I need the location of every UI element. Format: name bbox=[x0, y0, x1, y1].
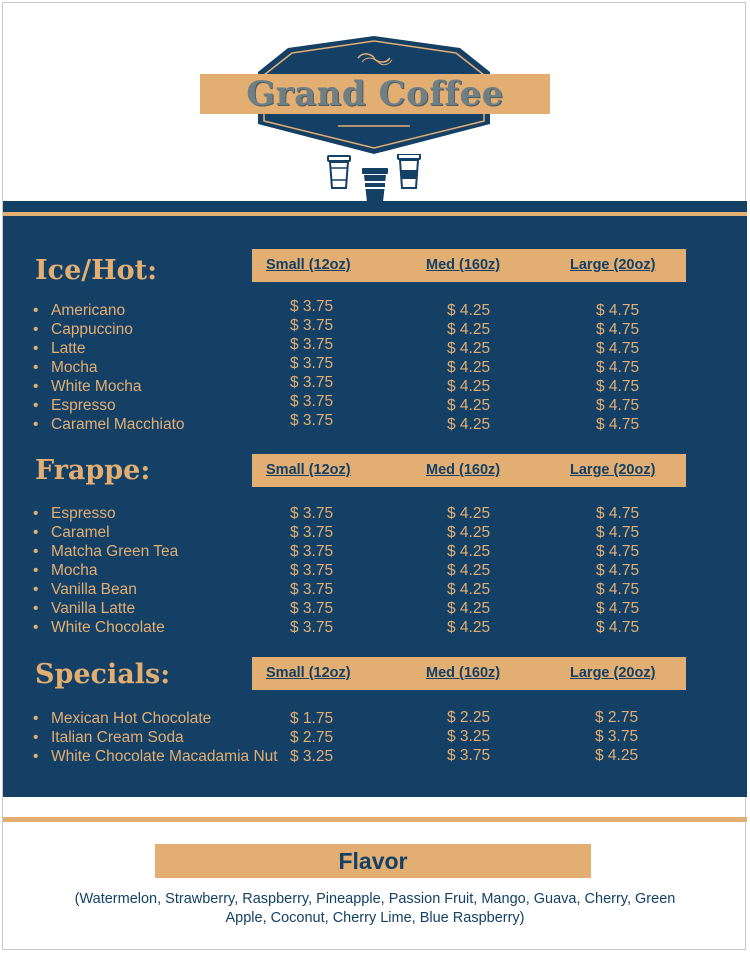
price: $ 4.75 bbox=[596, 359, 640, 376]
price: $ 4.75 bbox=[596, 321, 640, 338]
price: $ 3.75 bbox=[290, 355, 334, 372]
price: $ 3.25 bbox=[290, 748, 334, 765]
size-header bbox=[252, 454, 686, 487]
size-large-label: Large (20oz) bbox=[570, 257, 656, 273]
price: $ 3.75 bbox=[290, 562, 334, 579]
price-column-large bbox=[596, 301, 639, 434]
price: $ 3.75 bbox=[290, 543, 334, 560]
price: $ 3.75 bbox=[447, 747, 491, 764]
item-list-specials bbox=[33, 709, 281, 766]
panel-stripe bbox=[3, 212, 747, 216]
menu-item: • Vanilla Latte bbox=[33, 599, 281, 618]
price: $ 2.75 bbox=[595, 709, 639, 726]
price: $ 3.75 bbox=[290, 524, 334, 541]
price-column-small bbox=[290, 709, 333, 766]
menu-item: • Espresso bbox=[33, 504, 281, 523]
price: $ 3.75 bbox=[290, 619, 334, 636]
price: $ 4.25 bbox=[447, 416, 491, 433]
menu-item: • White Chocolate Macadamia Nut bbox=[33, 747, 281, 766]
price: $ 3.75 bbox=[290, 412, 334, 429]
price: $ 4.25 bbox=[447, 543, 491, 560]
price: $ 4.75 bbox=[596, 397, 640, 414]
price: $ 3.75 bbox=[290, 317, 334, 334]
coffee-cups-icon bbox=[326, 154, 426, 204]
price: $ 3.75 bbox=[290, 600, 334, 617]
price: $ 3.75 bbox=[290, 298, 334, 315]
menu-panel bbox=[3, 201, 747, 797]
price: $ 3.75 bbox=[595, 728, 639, 745]
price-column-large bbox=[596, 504, 639, 637]
menu-item: • Vanilla Bean bbox=[33, 580, 281, 599]
price: $ 4.75 bbox=[596, 505, 640, 522]
size-small-label: Small (12oz) bbox=[266, 665, 351, 681]
section-title-frappe: Frappe: bbox=[35, 455, 151, 486]
price-column-med bbox=[447, 504, 490, 637]
price: $ 3.75 bbox=[290, 393, 334, 410]
price: $ 4.75 bbox=[596, 416, 640, 433]
logo bbox=[200, 36, 550, 196]
size-small-label: Small (12oz) bbox=[266, 257, 351, 273]
price: $ 3.75 bbox=[290, 505, 334, 522]
menu-item: • Mocha bbox=[33, 561, 281, 580]
price: $ 4.75 bbox=[596, 581, 640, 598]
menu-item: • Latte bbox=[33, 339, 281, 358]
price: $ 2.25 bbox=[447, 709, 491, 726]
menu-item: • Caramel bbox=[33, 523, 281, 542]
menu-item: • Italian Cream Soda bbox=[33, 728, 281, 747]
menu-item: • Mocha bbox=[33, 358, 281, 377]
flavor-list: (Watermelon, Strawberry, Raspberry, Pineapple, Passion Fruit, Mango, Guava, Cherry, Green Apple, Coconut, Cherry Lime, Blue Raspberry) bbox=[74, 891, 676, 926]
price: $ 2.75 bbox=[290, 729, 334, 746]
menu-item: • Mexican Hot Chocolate bbox=[33, 709, 281, 728]
price: $ 4.25 bbox=[447, 397, 491, 414]
size-large-label: Large (20oz) bbox=[570, 665, 656, 681]
price: $ 3.25 bbox=[447, 728, 491, 745]
price: $ 4.25 bbox=[447, 359, 491, 376]
price: $ 3.75 bbox=[290, 336, 334, 353]
price: $ 4.25 bbox=[595, 747, 639, 764]
menu-item: • Americano bbox=[33, 301, 281, 320]
price: $ 4.25 bbox=[447, 378, 491, 395]
price: $ 4.25 bbox=[447, 321, 491, 338]
price: $ 4.25 bbox=[447, 562, 491, 579]
price: $ 4.25 bbox=[447, 600, 491, 617]
price: $ 4.25 bbox=[447, 524, 491, 541]
menu-item: • Matcha Green Tea bbox=[33, 542, 281, 561]
price: $ 4.75 bbox=[596, 378, 640, 395]
logo-title: Grand Coffee bbox=[246, 74, 504, 114]
price: $ 4.75 bbox=[596, 302, 640, 319]
price: $ 4.75 bbox=[596, 600, 640, 617]
menu-item: • Espresso bbox=[33, 396, 281, 415]
price: $ 4.25 bbox=[447, 340, 491, 357]
flavor-title: Flavor bbox=[338, 848, 408, 874]
item-list-ice-hot bbox=[33, 301, 281, 434]
price: $ 4.75 bbox=[596, 562, 640, 579]
section-title-specials: Specials: bbox=[35, 659, 171, 690]
menu-item: • White Chocolate bbox=[33, 618, 281, 637]
price-column-small bbox=[290, 297, 333, 430]
price: $ 4.25 bbox=[447, 581, 491, 598]
menu-item: • Cappuccino bbox=[33, 320, 281, 339]
price: $ 3.75 bbox=[290, 581, 334, 598]
menu-item: • White Mocha bbox=[33, 377, 281, 396]
price-column-small bbox=[290, 504, 333, 637]
price: $ 4.75 bbox=[596, 543, 640, 560]
price-column-large bbox=[595, 708, 638, 765]
price: $ 4.75 bbox=[596, 524, 640, 541]
size-header bbox=[252, 657, 686, 690]
size-med-label: Med (160z) bbox=[426, 462, 501, 478]
price-column-med bbox=[447, 708, 490, 765]
price: $ 4.75 bbox=[596, 619, 640, 636]
size-small-label: Small (12oz) bbox=[266, 462, 351, 478]
price: $ 3.75 bbox=[290, 374, 334, 391]
section-title-ice-hot: Ice/Hot: bbox=[35, 255, 158, 286]
price: $ 4.25 bbox=[447, 505, 491, 522]
size-med-label: Med (160z) bbox=[426, 665, 501, 681]
size-large-label: Large (20oz) bbox=[570, 462, 656, 478]
price: $ 4.25 bbox=[447, 619, 491, 636]
price: $ 4.25 bbox=[447, 302, 491, 319]
bottom-stripe bbox=[3, 817, 747, 822]
menu-item: • Caramel Macchiato bbox=[33, 415, 281, 434]
size-header bbox=[252, 249, 686, 282]
price-column-med bbox=[447, 301, 490, 434]
item-list-frappe bbox=[33, 504, 281, 637]
size-med-label: Med (160z) bbox=[426, 257, 501, 273]
price: $ 1.75 bbox=[290, 710, 334, 727]
price: $ 4.75 bbox=[596, 340, 640, 357]
